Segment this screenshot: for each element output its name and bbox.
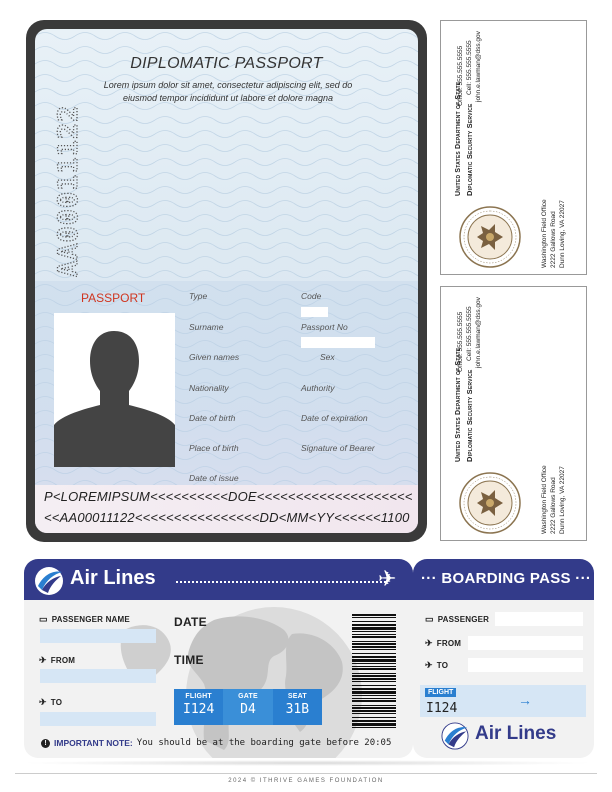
landing-icon: ✈	[425, 660, 433, 670]
boarding-pass-stub	[413, 559, 594, 758]
landing-icon: ✈	[39, 697, 47, 707]
barcode-bar	[352, 720, 396, 722]
arrow-right-icon: →	[518, 692, 532, 708]
barcode-bar	[352, 666, 396, 667]
barcode-bar	[352, 698, 396, 699]
barcode-bar	[352, 727, 396, 728]
stub-to-field[interactable]	[468, 658, 583, 672]
barcode-bar	[352, 673, 396, 674]
from-field[interactable]	[40, 669, 156, 683]
address-line-2: 2222 Gallows Road	[550, 211, 557, 268]
info-icon: !	[41, 739, 50, 748]
barcode-bar	[352, 700, 396, 702]
person-silhouette-icon	[54, 313, 175, 467]
flight-cell	[174, 689, 223, 725]
dotted-route-line	[176, 581, 386, 583]
barcode-bar	[352, 636, 396, 638]
barcode-bar	[352, 723, 396, 726]
important-note-text: You should be at the boarding gate before 20:05	[136, 738, 392, 748]
barcode-bar	[352, 614, 396, 616]
stub-airline-brand: Air Lines	[475, 723, 557, 744]
barcode-bar	[352, 624, 396, 626]
passport-page	[35, 29, 418, 533]
portrait-photo	[54, 313, 175, 467]
date-label: DATE	[174, 615, 207, 629]
barcode-bar	[352, 653, 396, 654]
stub-from-field[interactable]	[468, 636, 583, 650]
stub-passenger-field[interactable]	[495, 612, 583, 626]
cell-phone: Cell: 555.555.5555	[466, 306, 473, 361]
mrz-line-1: P<LOREMIPSUM<<<<<<<<<<DOE<<<<<<<<<<<<<<<<<<<<	[44, 489, 413, 504]
barcode-bar	[352, 707, 396, 709]
passport	[26, 20, 427, 542]
barcode-bar	[352, 717, 396, 718]
boarding-pass-shadow	[20, 760, 595, 766]
boarding-pass-main	[24, 559, 413, 758]
passenger-name-label: ▭ PASSENGER NAME	[39, 614, 130, 624]
passenger-name-field[interactable]	[40, 629, 156, 643]
to-field[interactable]	[40, 712, 156, 726]
barcode-bar	[352, 678, 396, 680]
perforated-number-text: AA00011122	[53, 104, 84, 277]
barcode-bar	[352, 617, 396, 618]
barcode-bar	[352, 663, 396, 664]
airplane-icon: ✈	[378, 566, 397, 591]
agency-name-line-1: United States Department of State	[455, 347, 462, 462]
gate-value: D4	[240, 702, 256, 717]
business-card	[440, 286, 587, 541]
address-line-3: Dunn Loving, VA 22027	[559, 466, 566, 534]
takeoff-icon: ✈	[425, 638, 433, 648]
barcode-bar	[352, 710, 396, 712]
flight-label: FLIGHT	[185, 693, 212, 700]
field-place-of-birth: Place of birth	[189, 443, 239, 453]
field-authority: Authority	[301, 383, 335, 393]
passport-type-label: PASSPORT	[81, 291, 146, 305]
field-nationality: Nationality	[189, 383, 229, 393]
email: john.e.lawman@dss.gov	[475, 31, 482, 102]
address-line-2: 2222 Gallows Road	[550, 477, 557, 534]
barcode-bar	[352, 646, 396, 648]
flight-info-table	[174, 689, 322, 725]
passport-title: DIPLOMATIC PASSPORT	[130, 55, 323, 72]
takeoff-icon: ✈	[39, 655, 47, 665]
office-phone: Office: 555.555.5555	[457, 45, 464, 106]
barcode-bar	[352, 656, 396, 658]
airline-brand: Air Lines	[70, 567, 156, 589]
barcode-bar	[352, 691, 396, 694]
barcode-bar	[352, 643, 396, 645]
barcode	[352, 614, 396, 728]
stub-flight-label: FLIGHT	[425, 688, 456, 697]
address-line-1: Washington Field Office	[541, 465, 548, 534]
field-type: Type	[189, 291, 208, 301]
barcode-bar	[352, 641, 396, 642]
barcode-bar	[352, 621, 396, 622]
footer-divider	[15, 773, 597, 774]
barcode-bar	[352, 713, 396, 714]
flight-value: I124	[183, 702, 215, 717]
code-box	[301, 307, 328, 317]
seat-value: 31B	[285, 702, 310, 717]
barcode-bar	[352, 659, 396, 662]
ticket-icon: ▭	[425, 614, 434, 624]
important-note	[41, 738, 391, 748]
passport-subtitle: Lorem ipsum dolor sit amet, consectetur adipiscing elit, sed do eiusmod tempor incididunt ut labore et dolore magna	[103, 80, 353, 103]
field-signature: Signature of Bearer	[301, 443, 375, 453]
barcode-bar	[352, 688, 396, 690]
agency-name-line-2: Diplomatic Security Service	[465, 369, 474, 462]
address-line-1: Washington Field Office	[541, 199, 548, 268]
seat-label: SEAT	[287, 693, 307, 700]
stub-flight-value: I124	[426, 701, 458, 716]
barcode-bar	[352, 705, 396, 706]
office-phone: Office: 555.555.5555	[457, 311, 464, 372]
barcode-bar	[352, 675, 396, 677]
footer-credit: 2024 © ITHRIVE GAMES FOUNDATION	[228, 778, 384, 784]
field-code: Code	[301, 291, 322, 301]
stub-from-label: ✈ FROM	[425, 638, 462, 648]
barcode-bar	[352, 627, 396, 630]
email: john.e.lawman@dss.gov	[475, 297, 482, 368]
seat-cell	[273, 689, 322, 725]
mrz-line-2: <<AA00011122<<<<<<<<<<<<<<<<DD<MM<YY<<<<<<1100	[44, 510, 410, 525]
field-given-names: Given names	[189, 352, 240, 362]
field-sex: Sex	[320, 352, 335, 362]
barcode-bar	[352, 681, 396, 682]
barcode-bar	[352, 695, 396, 696]
boarding-pass-title: ··· BOARDING PASS ···	[421, 570, 592, 587]
field-passport-no: Passport No	[301, 322, 348, 332]
field-date-of-birth: Date of birth	[189, 413, 236, 423]
stub-flight-box	[420, 685, 586, 717]
state-department-seal-icon	[459, 206, 521, 268]
passport-no-box	[301, 337, 375, 348]
airline-logo-icon	[34, 566, 64, 596]
state-department-seal-icon	[459, 472, 521, 534]
field-date-of-issue: Date of issue	[189, 473, 239, 483]
barcode-bar	[352, 634, 396, 635]
time-label: TIME	[174, 653, 204, 667]
agency-name-line-2: Diplomatic Security Service	[465, 103, 474, 196]
business-card	[440, 20, 587, 275]
address-line-3: Dunn Loving, VA 22027	[559, 200, 566, 268]
ticket-icon: ▭	[39, 614, 48, 624]
barcode-bar	[352, 668, 396, 670]
stub-passenger-label: ▭ PASSENGER	[425, 614, 490, 624]
stub-to-label: ✈ TO	[425, 660, 449, 670]
barcode-bar	[352, 685, 396, 686]
from-label: ✈ FROM	[39, 655, 76, 665]
barcode-bar	[352, 631, 396, 632]
field-surname: Surname	[189, 322, 224, 332]
airline-logo-icon	[441, 722, 469, 750]
barcode-bar	[352, 649, 396, 650]
important-note-label: IMPORTANT NOTE:	[54, 738, 133, 748]
gate-cell	[223, 689, 272, 725]
perforated-number	[47, 67, 87, 282]
cell-phone: Cell: 555.555.5555	[466, 40, 473, 95]
field-date-of-expiration: Date of expiration	[301, 413, 368, 423]
agency-name-line-1: United States Department of State	[455, 81, 462, 196]
gate-label: GATE	[238, 693, 258, 700]
to-label: ✈ TO	[39, 697, 63, 707]
